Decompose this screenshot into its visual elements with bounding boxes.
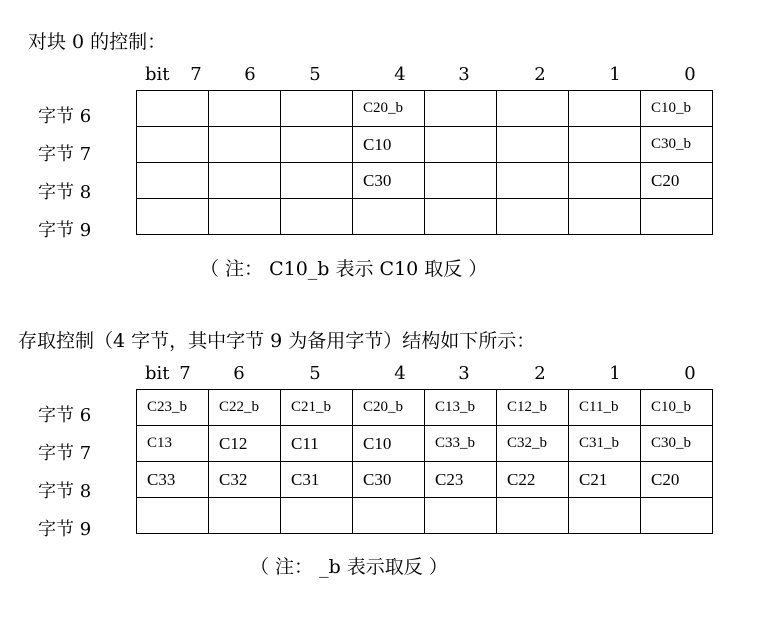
table-cell [137, 91, 209, 127]
table-cell: C22_b [209, 390, 281, 426]
table-cell [497, 91, 569, 127]
section1-heading: 对块 0 的控制： [28, 31, 167, 53]
bit-5: 5 [309, 363, 321, 384]
bit-6: 6 [244, 64, 256, 85]
row-label: 字节 8 [38, 182, 92, 203]
bit-3: 3 [458, 363, 470, 384]
table-cell [209, 199, 281, 235]
table-cell [425, 127, 497, 163]
row-label: 字节 6 [38, 405, 92, 426]
row-label: 字节 6 [38, 106, 92, 127]
table-cell: C22 [497, 462, 569, 498]
bit-3: 3 [458, 64, 470, 85]
table-row [137, 390, 713, 426]
table-cell [641, 199, 713, 235]
table-cell [569, 91, 641, 127]
table-cell [353, 498, 425, 534]
table-cell [281, 199, 353, 235]
table-cell [497, 163, 569, 199]
table-cell [641, 498, 713, 534]
table-cell [425, 199, 497, 235]
table-cell [569, 127, 641, 163]
bit-1: 1 [609, 363, 621, 384]
row-label: 字节 7 [38, 443, 92, 464]
table-cell: C20 [641, 462, 713, 498]
table-cell [137, 127, 209, 163]
table-cell [137, 199, 209, 235]
table-cell: C20_b [353, 91, 425, 127]
table-row [137, 91, 713, 127]
table-cell [281, 127, 353, 163]
table-cell: C11_b [569, 390, 641, 426]
table-row [137, 199, 713, 235]
table-cell [209, 498, 281, 534]
table-cell: C32_b [497, 426, 569, 462]
table-cell: C31 [281, 462, 353, 498]
table-cell: C23 [425, 462, 497, 498]
table-cell [497, 498, 569, 534]
section2-note: （ 注： _b 表示取反 ） [250, 556, 448, 578]
table-row [137, 426, 713, 462]
table-row [137, 462, 713, 498]
table-cell [209, 163, 281, 199]
bit-2: 2 [534, 363, 546, 384]
table-cell [425, 163, 497, 199]
table-cell: C10 [353, 426, 425, 462]
bit-2: 2 [534, 64, 546, 85]
table-cell [569, 163, 641, 199]
table-cell: C13_b [425, 390, 497, 426]
bit-4: 4 [394, 64, 406, 85]
table-cell: C12_b [497, 390, 569, 426]
bit-label: bit [145, 363, 170, 384]
section2-bit-table [136, 389, 713, 534]
section1-note: （ 注： C10_b 表示 C10 取反 ） [200, 258, 488, 280]
table-cell: C10_b [641, 91, 713, 127]
table-cell [209, 127, 281, 163]
table-cell: C31_b [569, 426, 641, 462]
table-cell: C11 [281, 426, 353, 462]
table-cell [137, 163, 209, 199]
table-cell: C30_b [641, 426, 713, 462]
table-cell: C32 [209, 462, 281, 498]
table-cell: C20_b [353, 390, 425, 426]
row-label: 字节 9 [38, 519, 92, 540]
bit-1: 1 [609, 64, 621, 85]
section2-heading: 存取控制（4 字节，其中字节 9 为备用字节）结构如下所示： [18, 330, 536, 352]
table-cell: C13 [137, 426, 209, 462]
table-cell [425, 498, 497, 534]
bit-0: 0 [684, 64, 696, 85]
table-cell [137, 498, 209, 534]
table-row [137, 163, 713, 199]
table-cell: C33_b [425, 426, 497, 462]
table-cell: C21_b [281, 390, 353, 426]
bit-7: 7 [179, 363, 191, 384]
table-cell: C10_b [641, 390, 713, 426]
section2-bit-header [0, 363, 773, 387]
table-cell [497, 127, 569, 163]
section1-bit-header [0, 64, 773, 88]
table-cell [281, 91, 353, 127]
section1-bit-table [136, 90, 713, 235]
table-row [137, 127, 713, 163]
table-cell [497, 199, 569, 235]
table-cell [569, 498, 641, 534]
table-cell [353, 199, 425, 235]
table-cell [209, 91, 281, 127]
table-cell [425, 91, 497, 127]
bit-0: 0 [684, 363, 696, 384]
table-cell [281, 498, 353, 534]
bit-6: 6 [233, 363, 245, 384]
row-label: 字节 9 [38, 220, 92, 241]
table-cell: C21 [569, 462, 641, 498]
row-label: 字节 8 [38, 481, 92, 502]
table-cell: C10 [353, 127, 425, 163]
bit-4: 4 [394, 363, 406, 384]
table-cell: C33 [137, 462, 209, 498]
bit-5: 5 [309, 64, 321, 85]
bit-7: 7 [190, 64, 202, 85]
table-cell: C30 [353, 462, 425, 498]
row-label: 字节 7 [38, 144, 92, 165]
table-cell [281, 163, 353, 199]
table-cell: C30 [353, 163, 425, 199]
table-cell: C23_b [137, 390, 209, 426]
table-cell: C30_b [641, 127, 713, 163]
table-cell: C20 [641, 163, 713, 199]
table-cell: C12 [209, 426, 281, 462]
table-row [137, 498, 713, 534]
bit-label: bit [145, 64, 170, 85]
table-cell [569, 199, 641, 235]
